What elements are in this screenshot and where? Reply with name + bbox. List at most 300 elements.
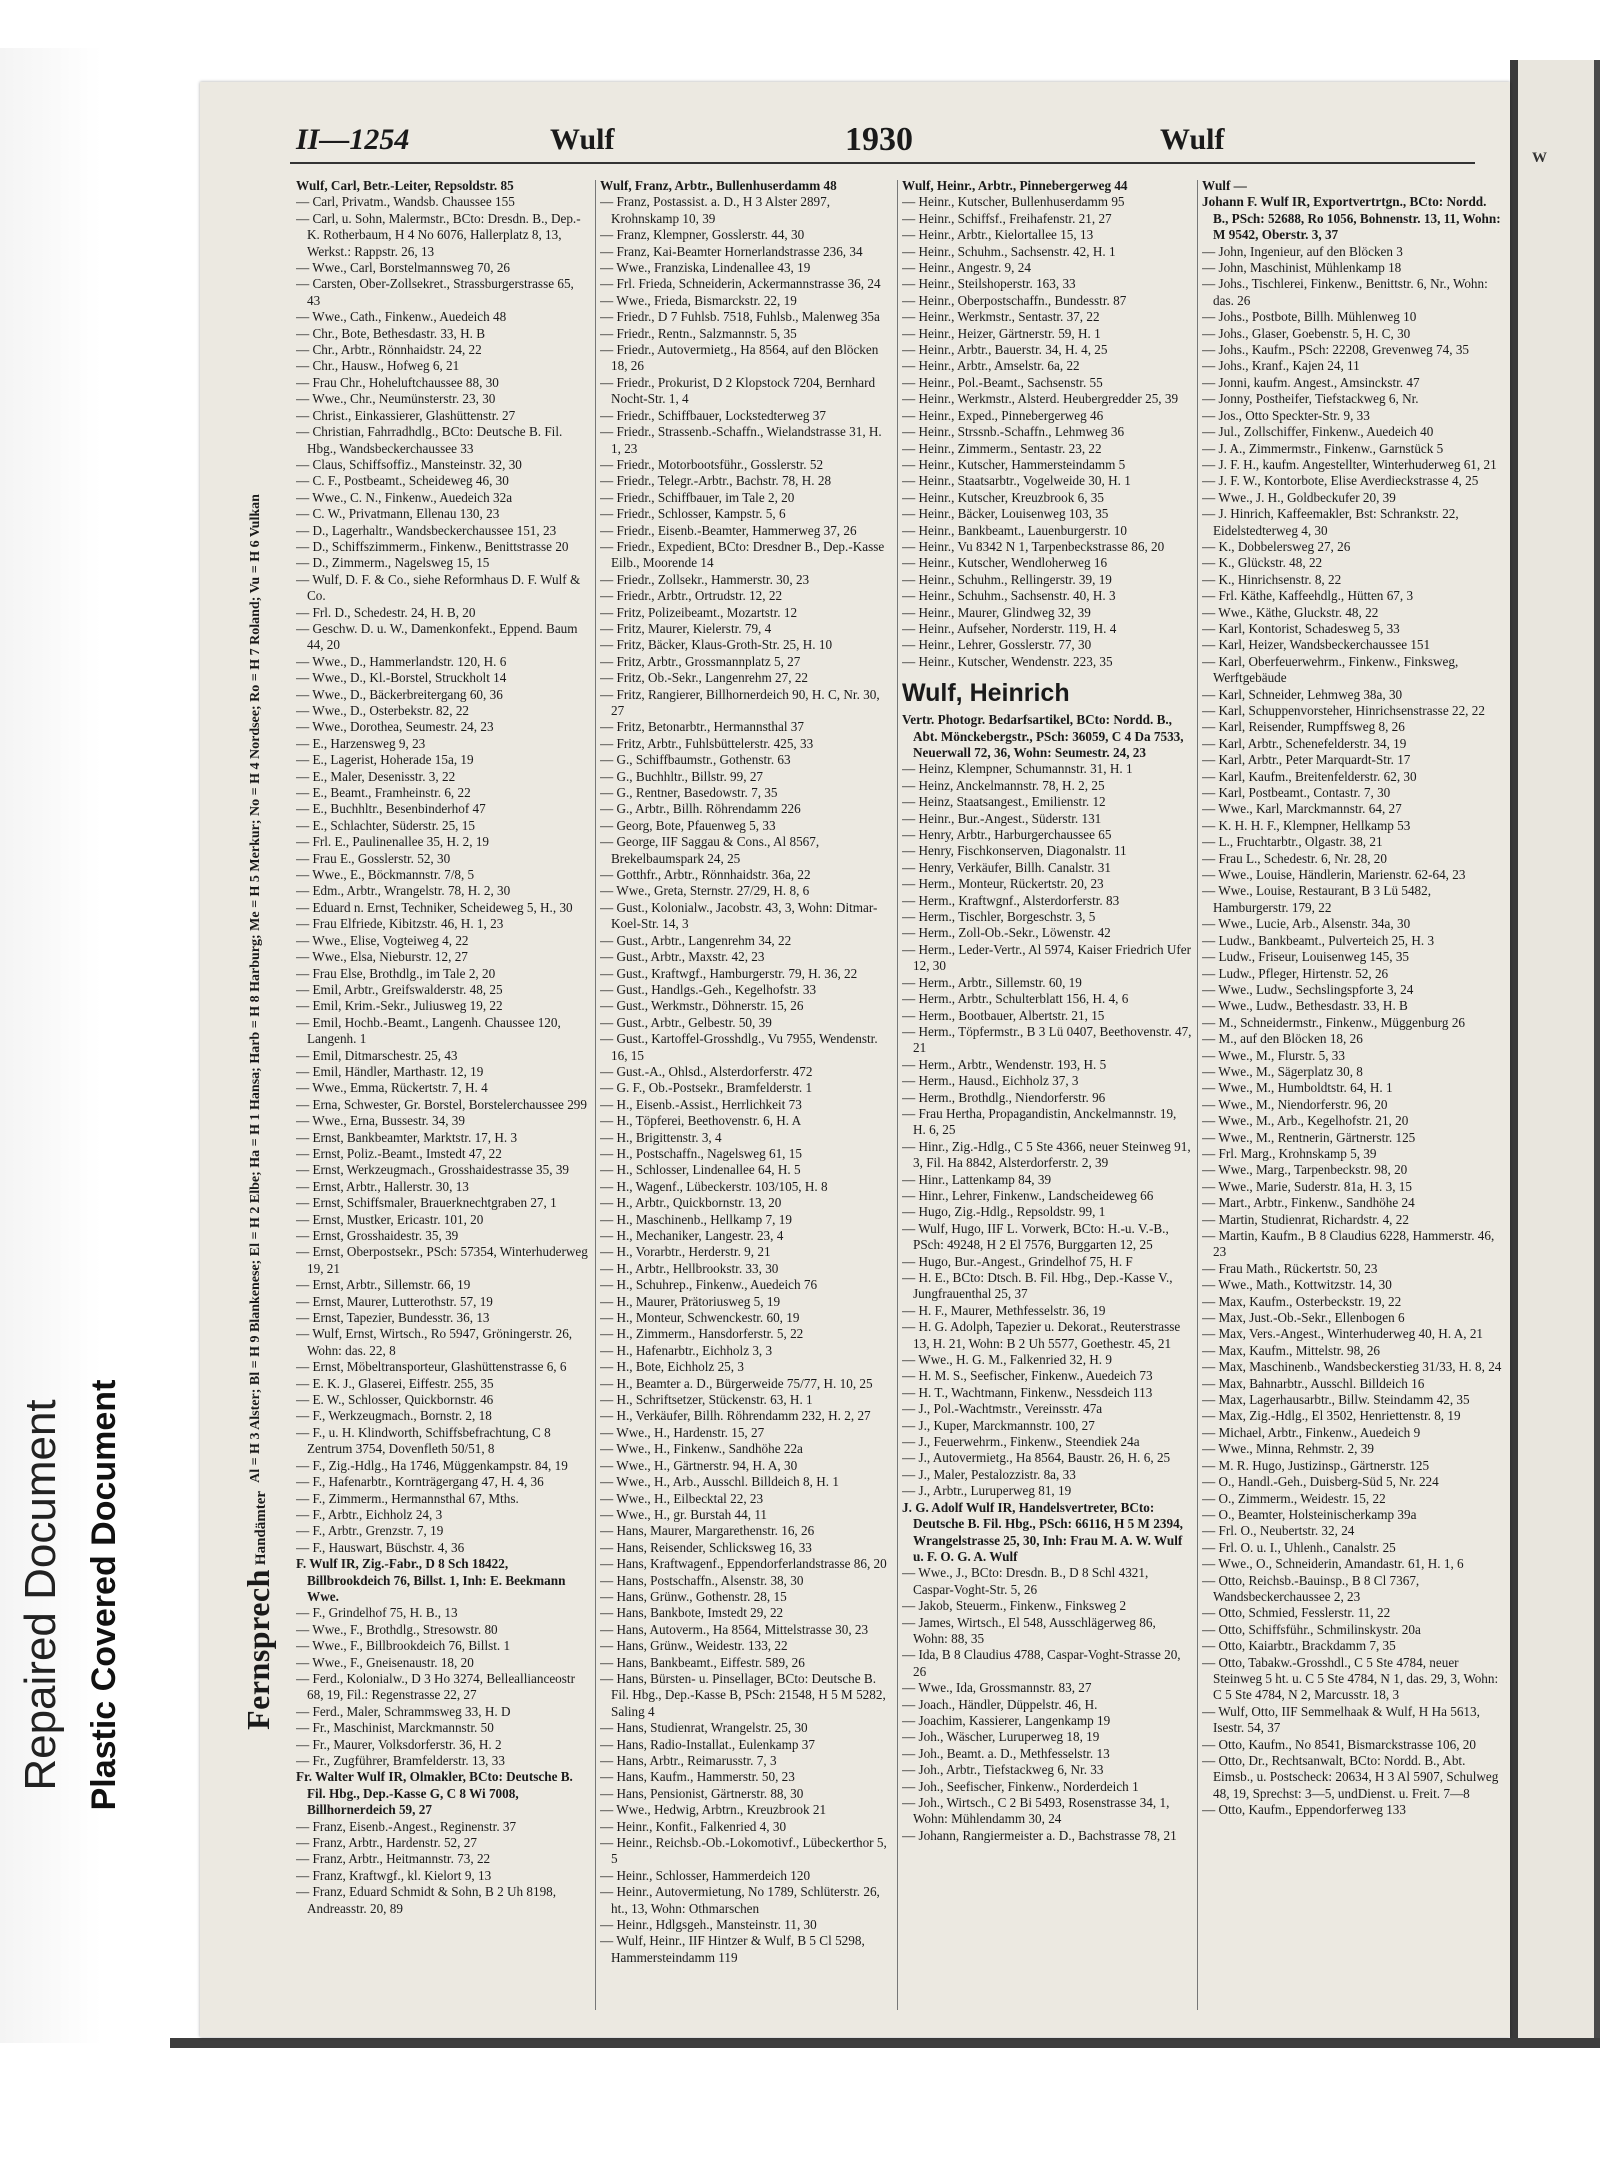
directory-entry: — E., Beamt., Framheinstr. 6, 22 xyxy=(296,785,471,801)
directory-entry: — Gust., Arbtr., Langenrehm 34, 22 xyxy=(600,932,792,948)
directory-entry: — Gust., Arbtr., Maxstr. 42, 23 xyxy=(600,949,765,965)
directory-entry: — Wwe., M., Humboldtstr. 64, H. 1 xyxy=(1202,1080,1393,1096)
directory-entry: — H., Eisenb.-Assist., Herrlichkeit 73 xyxy=(600,1096,802,1112)
directory-entry: — Friedr., Telegr.-Arbtr., Bachstr. 78, H. 28 xyxy=(600,473,832,489)
directory-entry: — Ernst, Arbtr., Hallerstr. 30, 13 xyxy=(296,1178,469,1194)
directory-entry: — K., Dobbelersweg 27, 26 xyxy=(1202,538,1351,554)
directory-entry: — Heinz, Klempner, Schumannstr. 31, H. 1 xyxy=(902,761,1133,777)
directory-entry: — Christ., Einkassierer, Glashüttenstr. 27 xyxy=(296,407,516,423)
scan-label xyxy=(16,1380,124,1811)
directory-entry: — Chr., Arbtr., Rönnhaidstr. 24, 22 xyxy=(296,342,482,358)
directory-entry: — F., Hauswart, Büschstr. 4, 36 xyxy=(296,1539,465,1555)
directory-entry: — Friedr., Arbtr., Ortrudstr. 12, 22 xyxy=(600,588,783,604)
directory-entry: — J., Pol.-Wachtmstr., Vereinsstr. 47a xyxy=(902,1401,1103,1417)
directory-column-3 xyxy=(902,178,1192,2018)
directory-entry: — H. E., BCto: Dtsch. B. Fil. Hbg., Dep.-Kasse V., Jungfrauenthal 25, 37 xyxy=(902,1270,1173,1302)
directory-entry: — D., Lagerhaltr., Wandsbeckerchaussee 151, 23 xyxy=(296,522,557,538)
directory-entry: — C. F., Postbeamt., Scheideweg 46, 30 xyxy=(296,473,509,489)
directory-entry: — Carl, Privatm., Wandsb. Chaussee 155 xyxy=(296,194,515,210)
directory-entry: — Friedr., Schlosser, Kampstr. 5, 6 xyxy=(600,506,786,522)
directory-entry: — Ernst, Werkzeugmach., Grosshaidestrasse 35, 39 xyxy=(296,1162,570,1178)
directory-entry: — Hans, Kraftwagenf., Eppendorferlandstrasse 86, 20 xyxy=(600,1556,887,1572)
directory-entry: — J. A., Zimmermstr., Finkenw., Garnstück 5 xyxy=(1202,440,1444,456)
directory-entry: — Wwe., D., Osterbekstr. 82, 22 xyxy=(296,703,470,718)
directory-entry: — Heinr., Kutscher, Kreuzbrook 6, 35 xyxy=(902,489,1104,505)
directory-entry: — J. F. W., Kontorbote, Elise Averdieckstrasse 4, 25 xyxy=(1202,473,1479,489)
directory-entry: — Heinr., Angestr. 9, 24 xyxy=(902,260,1031,276)
directory-entry: — Otto, Dr., Rechtsanwalt, BCto: Nordd. B., Abt. Eimsb., u. Postscheck: 20634, H 3 Al 5907, Schulweg 48, 19, Sprechst: 3—5, undDienst. u. Freit. 7—8 xyxy=(1202,1753,1499,1801)
directory-entry: — G., Arbtr., Billh. Röhrendamm 226 xyxy=(600,801,801,817)
directory-entry: — Wwe., H., Gärtnerstr. 94, H. A, 30 xyxy=(600,1457,798,1473)
directory-entry: — Wwe., M., Rentnerin, Gärtnerstr. 125 xyxy=(1202,1129,1416,1145)
directory-entry: — Heinr., Aufseher, Norderstr. 119, H. 4 xyxy=(902,620,1117,636)
running-head-left: Wulf xyxy=(550,123,615,156)
fernsprech-subtitle: Handämter xyxy=(253,1490,269,1566)
directory-entry: — Heinr., Pol.-Beamt., Sachsenstr. 55 xyxy=(902,374,1103,390)
directory-entry: — Wwe., H., Finkenw., Sandhöhe 22a xyxy=(600,1441,803,1457)
directory-entry: — Hans, Kaufm., Hammerstr. 50, 23 xyxy=(600,1769,795,1785)
directory-entry: — Henry, Verkäufer, Billh. Canalstr. 31 xyxy=(902,859,1111,875)
directory-entry: — Ernst, Tapezier, Bundesstr. 36, 13 xyxy=(296,1310,490,1326)
directory-entry: — Hinr., Lattenkamp 84, 39 xyxy=(902,1171,1052,1187)
running-head-right: Wulf xyxy=(1160,123,1225,156)
directory-entry: — Heinz, Anckelmannstr. 78, H. 2, 25 xyxy=(902,777,1105,793)
directory-entry: F. Wulf IR, Zig.-Fabr., D 8 Sch 18422, Billbrookdeich 76, Billst. 1, Inh: E. Beekmann Wwe. xyxy=(296,1556,566,1604)
directory-entry: — Fr., Maschinist, Marckmannstr. 50 xyxy=(296,1720,494,1736)
directory-entry: — Wwe., Math., Kottwitzstr. 14, 30 xyxy=(1202,1277,1392,1293)
directory-entry: — Friedr., Expedient, BCto: Dresdner B., Dep.-Kasse Eilb., Moorende 14 xyxy=(600,538,885,571)
directory-entry: — F., Grindelhof 75, H. B., 13 xyxy=(296,1605,458,1621)
directory-entry: — E., Schlachter, Süderstr. 25, 15 xyxy=(296,817,475,833)
directory-entry: — Ernst, Möbeltransporteur, Glashüttenstrasse 6, 6 xyxy=(296,1359,567,1375)
directory-entry: — Wwe., Greta, Sternstr. 27/29, H. 8, 6 xyxy=(600,883,810,899)
directory-entry: — Joh., Wäscher, Luruperweg 18, 19 xyxy=(902,1729,1100,1745)
directory-entry: — Heinr., Hdlgsgeh., Mansteinstr. 11, 30 xyxy=(600,1917,817,1933)
directory-entry: — Hugo, Bur.-Angest., Grindelhof 75, H. F xyxy=(902,1253,1133,1269)
directory-entry: — Wwe., F., Gneisenaustr. 18, 20 xyxy=(296,1654,474,1670)
directory-entry: — J., Feuerwehrm., Finkenw., Steendiek 24a xyxy=(902,1434,1140,1450)
directory-entry: — H., Maschinenb., Hellkamp 7, 19 xyxy=(600,1211,792,1227)
directory-entry: — Herm., Bootbauer, Albertstr. 21, 15 xyxy=(902,1007,1105,1023)
directory-entry: — Hans, Grünw., Weidestr. 133, 22 xyxy=(600,1638,788,1654)
directory-entry: — Frl. Frieda, Schneiderin, Ackermannstrasse 36, 24 xyxy=(600,276,881,292)
page-number: II—1254 xyxy=(296,123,410,156)
directory-entry: — Joachim, Kassierer, Langenkamp 19 xyxy=(902,1712,1111,1728)
directory-entry: — Heinr., Heizer, Gärtnerstr. 59, H. 1 xyxy=(902,325,1101,341)
directory-entry: — Max, Kaufm., Osterbeckstr. 19, 22 xyxy=(1202,1293,1402,1309)
directory-entry: — Heinr., Werkmstr., Sentastr. 37, 22 xyxy=(902,309,1100,325)
directory-entry: — Herm., Monteur, Rückertstr. 20, 23 xyxy=(902,876,1104,892)
directory-entry: — Joach., Händler, Düppelstr. 46, H. xyxy=(902,1696,1098,1712)
directory-entry: — Friedr., Zollsekr., Hammerstr. 30, 23 xyxy=(600,571,810,587)
directory-entry: — Johann, Rangiermeister a. D., Bachstrasse 78, 21 xyxy=(902,1827,1177,1843)
directory-entry: — Otto, Schiffsführ., Schmilinskystr. 20a xyxy=(1202,1621,1421,1637)
directory-entry: — Hans, Bankbeamt., Eiffestr. 589, 26 xyxy=(600,1654,805,1670)
directory-entry: — Chr., Hausw., Hofweg 6, 21 xyxy=(296,358,460,374)
directory-entry: — Gust., Werkmstr., Döhnerstr. 15, 26 xyxy=(600,998,804,1014)
directory-entry: — Wwe., J. H., Goldbeckufer 20, 39 xyxy=(1202,489,1396,505)
directory-entry: — H., Schuhrep., Finkenw., Auedeich 76 xyxy=(600,1277,818,1293)
directory-entry: — Franz, Klempner, Gosslerstr. 44, 30 xyxy=(600,227,805,243)
directory-entry: — Heinr., Vu 8342 N 1, Tarpenbeckstrasse 86, 20 xyxy=(902,538,1165,554)
directory-entry: — J., Arbtr., Luruperweg 81, 19 xyxy=(902,1483,1072,1499)
directory-entry: — Henry, Fischkonserven, Diagonalstr. 11 xyxy=(902,843,1127,859)
directory-entry: — Wwe., Louise, Restaurant, B 3 Lü 5482, Hamburgerstr. 179, 22 xyxy=(1202,883,1432,915)
directory-entry: — Jos., Otto Speckter-Str. 9, 33 xyxy=(1202,407,1370,423)
directory-entry: — H., Postschaffn., Nagelsweg 61, 15 xyxy=(600,1145,802,1161)
directory-entry: — Martin, Studienrat, Richardstr. 4, 22 xyxy=(1202,1211,1409,1227)
directory-entry: J. G. Adolf Wulf IR, Handelsvertreter, BCto: Deutsche B. Fil. Hbg., PSch: 66116, H 5 M 2394, Wrangelstrasse 25, 30, Inh: Frau M. A. W. Wulf u. F. O. G. A. Wulf xyxy=(902,1499,1183,1564)
directory-entry: — Heinr., Maurer, Glindweg 32, 39 xyxy=(902,604,1091,620)
directory-entry: — J., Autovermietg., Ha 8564, Baustr. 26, H. 6, 25 xyxy=(902,1450,1171,1466)
directory-entry: — O., Handl.-Geh., Duisberg-Süd 5, Nr. 224 xyxy=(1202,1474,1439,1490)
directory-entry: — G., Rentner, Basedowstr. 7, 35 xyxy=(600,785,778,801)
directory-entry: — Claus, Schiffsoffiz., Mansteinstr. 32, 30 xyxy=(296,456,522,472)
directory-entry: — Heinr., Strssnb.-Schaffn., Lehmweg 36 xyxy=(902,424,1125,440)
directory-entry: — Carl, u. Sohn, Malermstr., BCto: Dresdn. B., Dep.-K. Rotherbaum, H 4 No 6076, Hallerplatz 8, 13, Werkst.: Rappstr. 26, 13 xyxy=(296,210,581,259)
directory-entry: — Wwe., Frieda, Bismarckstr. 22, 19 xyxy=(600,292,797,308)
directory-entry: — Fritz, Rangierer, Billhornerdeich 90, H. C, Nr. 30, 27 xyxy=(600,686,880,718)
directory-entry: — E., Harzensweg 9, 23 xyxy=(296,735,426,751)
directory-entry: — Ludw., Friseur, Louisenweg 145, 35 xyxy=(1202,949,1410,965)
directory-entry: — Otto, Kaufm., No 8541, Bismarckstrasse 106, 20 xyxy=(1202,1736,1476,1752)
directory-entry: — Max, Vers.-Angest., Winterhuderweg 40, H. A, 21 xyxy=(1202,1326,1484,1342)
directory-entry: — H. F., Maurer, Methfesselstr. 36, 19 xyxy=(902,1302,1106,1318)
directory-entry: — Karl, Heizer, Wandsbeckerchaussee 151 xyxy=(1202,637,1431,653)
page-header xyxy=(200,118,1510,170)
directory-entry: — Chr., Bote, Bethesdastr. 33, H. B xyxy=(296,325,486,341)
directory-entry: Vertr. Photogr. Bedarfsartikel, BCto: Nordd. B., Abt. Mönckebergstr., PSch: 36059, C 4 Da 7533, Neuerwall 72, 36, Wohn: Seumestr. 24, 23 xyxy=(902,712,1184,760)
directory-entry: — Frl. D., Schedestr. 24, H. B, 20 xyxy=(296,604,476,620)
directory-entry: — H., Hafenarbtr., Eichholz 3, 3 xyxy=(600,1342,773,1358)
directory-entry: — Herm., Zoll-Ob.-Sekr., Löwenstr. 42 xyxy=(902,925,1111,941)
directory-entry: — Frau L., Schedestr. 6, Nr. 28, 20 xyxy=(1202,850,1387,866)
directory-entry: — James, Wirtsch., El 548, Ausschlägerweg 86, Wohn: 88, 35 xyxy=(902,1614,1156,1646)
directory-entry: — E. W., Schlosser, Quickbornstr. 46 xyxy=(296,1392,494,1408)
directory-entry: — Frl. E., Paulinenallee 35, H. 2, 19 xyxy=(296,834,490,850)
directory-entry: — John, Ingenieur, auf den Blöcken 3 xyxy=(1202,243,1403,259)
directory-entry: — Hinr., Lehrer, Finkenw., Landscheideweg 66 xyxy=(902,1187,1154,1203)
directory-entry: — Wulf, Heinr., IIF Hintzer & Wulf, B 5 Cl 5298, Hammersteindamm 119 xyxy=(600,1933,865,1965)
directory-entry: — Heinr., Bur.-Angest., Süderstr. 131 xyxy=(902,810,1102,826)
directory-entry: — Franz, Arbtr., Hardenstr. 52, 27 xyxy=(296,1835,477,1851)
directory-entry: — Wwe., Chr., Neumünsterstr. 23, 30 xyxy=(296,391,496,407)
directory-entry: — Emil, Arbtr., Greifswalderstr. 48, 25 xyxy=(296,981,503,997)
directory-entry: — Fritz, Arbtr., Fuhlsbüttelerstr. 425, 33 xyxy=(600,735,814,751)
directory-entry: — Joh., Beamt. a. D., Methfesselstr. 13 xyxy=(902,1745,1110,1761)
directory-entry: — F., Hafenarbtr., Kornträgergang 47, H. 4, 36 xyxy=(296,1474,544,1490)
directory-entry: — L., Fruchtarbtr., Olgastr. 38, 21 xyxy=(1202,834,1383,850)
directory-entry: — Heinr., Kutscher, Bullenhuserdamm 95 xyxy=(902,194,1125,210)
directory-entry: — Heinr., Kutscher, Hammersteindamm 5 xyxy=(902,456,1126,472)
directory-entry: — Max, Zig.-Hdlg., El 3502, Henriettenstr. 8, 19 xyxy=(1202,1408,1461,1424)
directory-entry: — John, Maschinist, Mühlenkamp 18 xyxy=(1202,260,1402,276)
directory-entry: — G., Schiffbaumstr., Gothenstr. 63 xyxy=(600,752,791,768)
directory-entry: — D., Zimmerm., Nagelsweg 15, 15 xyxy=(296,555,490,571)
directory-entry: — Wwe., M., Flurstr. 5, 33 xyxy=(1202,1047,1345,1063)
fernsprech-legend xyxy=(240,494,276,1730)
directory-entry: — Wwe., Elise, Vogteiweg 4, 22 xyxy=(296,932,469,948)
directory-entry: — H., Töpferei, Beethovenstr. 6, H. A xyxy=(600,1113,802,1129)
directory-entry: — Wwe., H., Eilbecktal 22, 23 xyxy=(600,1490,764,1506)
directory-entry: — Johs., Postbote, Billh. Mühlenweg 10 xyxy=(1202,309,1417,325)
directory-entry: — Friedr., Motorbootsführ., Gosslerstr. 52 xyxy=(600,456,824,472)
directory-entry: — Karl, Kontorist, Schadesweg 5, 33 xyxy=(1202,620,1400,636)
column-divider xyxy=(1197,180,1198,2010)
directory-entry: — Karl, Schuppenvorsteher, Hinrichsenstrasse 22, 22 xyxy=(1202,703,1485,718)
directory-entry: — Heinr., Bäcker, Louisenweg 103, 35 xyxy=(902,506,1109,522)
directory-entry: — H., Mechaniker, Langestr. 23, 4 xyxy=(600,1228,784,1243)
directory-entry: — Wulf, Otto, IIF Semmelhaak & Wulf, H Ha 5613, Isestr. 54, 37 xyxy=(1202,1703,1480,1736)
directory-entry: — Hans, Reisender, Schlicksweg 16, 33 xyxy=(600,1539,812,1555)
fernsprech-exchange-codes: Al = H 3 Alster; Bl = H 9 Blankenese; El = H 2 Elbe; Ha = H 1 Hansa; Harb = H 8 Harburg; Me = H 5 Merkur; No = H 4 Nordsee; Ro = H 7 Roland; Vu = H 6 Vulkan xyxy=(248,494,263,1483)
directory-entry: — Otto, Kaiarbtr., Brackdamm 7, 35 xyxy=(1202,1638,1396,1654)
directory-entry: — Jonni, kaufm. Angest., Amsinckstr. 47 xyxy=(1202,374,1420,390)
directory-entry: — Karl, Reisender, Rumpffsweg 8, 26 xyxy=(1202,719,1405,735)
directory-entry: — Heinr., Kutscher, Wendloherweg 16 xyxy=(902,555,1108,571)
directory-entry: — Wwe., H., Hardenstr. 15, 27 xyxy=(600,1424,765,1440)
directory-entry: — H., Zimmerm., Hansdorferstr. 5, 22 xyxy=(600,1326,804,1342)
directory-entry: — Frl. Käthe, Kaffeehdlg., Hütten 67, 3 xyxy=(1202,588,1414,604)
directory-entry: — Eduard n. Ernst, Techniker, Scheideweg 5, H., 30 xyxy=(296,899,573,915)
directory-entry: — Wwe., Franziska, Lindenallee 43, 19 xyxy=(600,260,811,276)
directory-entry: — Ludw., Pfleger, Hirtenstr. 52, 26 xyxy=(1202,965,1389,981)
directory-entry: — Hans, Arbtr., Reimarusstr. 7, 3 xyxy=(600,1753,777,1768)
directory-entry: — H., Schlosser, Lindenallee 64, H. 5 xyxy=(600,1162,801,1178)
fernsprech-title: Fernsprech xyxy=(240,1569,276,1730)
directory-entry: — Wwe., Ludw., Bethesdastr. 33, H. B xyxy=(1202,998,1408,1014)
directory-entry: — Otto, Kaufm., Eppendorferweg 133 xyxy=(1202,1802,1406,1818)
directory-entry: — M. R. Hugo, Justizinsp., Gärtnerstr. 125 xyxy=(1202,1457,1430,1473)
directory-entry: — E., Buchhltr., Besenbinderhof 47 xyxy=(296,801,486,817)
directory-entry: — Gotthfr., Arbtr., Rönnhaidstr. 36a, 22 xyxy=(600,867,811,883)
directory-entry: — F., Arbtr., Eichholz 24, 3 xyxy=(296,1506,443,1522)
directory-entry: — Ferd., Kolonialw., D 3 Ho 3274, Belleallianceostr 68, 19, Fil.: Regenstrasse 22, 27 xyxy=(296,1670,575,1703)
directory-entry: — Franz, Arbtr., Heitmannstr. 73, 22 xyxy=(296,1851,491,1867)
directory-entry: — Otto, Tabakw.-Grosshdl., C 5 Ste 4784, neuer Steinweg 5 ht. u. C 5 Ste 4784, N 1, das. 29, 3, Wohn: C 5 Ste 4784, N 2, Marcusstr. 18, 3 xyxy=(1202,1654,1499,1703)
directory-entry: — Jakob, Steuerm., Finkenw., Finksweg 2 xyxy=(902,1598,1127,1614)
directory-entry: Johann F. Wulf IR, Exportvertrtgn., BCto: Nordd. B., PSch: 52688, Ro 1056, Bohnenstr. 13, 11, Wohn: M 9542, Oberstr. 3, 37 xyxy=(1202,194,1501,243)
directory-entry: — E., Maler, Desenisstr. 3, 22 xyxy=(296,768,456,784)
directory-entry: — Gust.-A., Ohlsd., Alsterdorferstr. 472 xyxy=(600,1063,813,1079)
directory-entry: — Karl, Arbtr., Schenefelderstr. 34, 19 xyxy=(1202,735,1407,751)
directory-entry: — O., Zimmerm., Weidestr. 15, 22 xyxy=(1202,1490,1386,1506)
directory-entry: — Wwe., E., Böckmannstr. 7/8, 5 xyxy=(296,867,475,883)
directory-entry: — Fritz, Arbtr., Grossmannplatz 5, 27 xyxy=(600,653,801,669)
directory-entry: — Max, Just.-Ob.-Sekr., Ellenbogen 6 xyxy=(1202,1310,1405,1326)
directory-entry: — Wwe., M., Sägerplatz 30, 8 xyxy=(1202,1063,1363,1079)
next-page-edge xyxy=(1510,60,1600,2045)
directory-entry: — Wwe., Dorothea, Seumestr. 24, 23 xyxy=(296,719,494,735)
directory-entry: — Hans, Maurer, Margarethenstr. 16, 26 xyxy=(600,1523,815,1539)
directory-entry: — Frl. O. u. I., Uhlenh., Canalstr. 25 xyxy=(1202,1539,1396,1555)
directory-entry: — Fr., Maurer, Volksdorferstr. 36, H. 2 xyxy=(296,1736,502,1752)
directory-entry: — Fritz, Ob.-Sekr., Langenrehm 27, 22 xyxy=(600,670,809,686)
directory-entry: — Henry, Arbtr., Harburgerchaussee 65 xyxy=(902,827,1112,843)
directory-entry: — Wwe., M., Niendorferstr. 96, 20 xyxy=(1202,1096,1388,1112)
directory-entry: — Heinr., Lehrer, Gosslerstr. 77, 30 xyxy=(902,637,1092,653)
directory-entry: — Frau Else, Brothdlg., im Tale 2, 20 xyxy=(296,965,496,981)
directory-entry: — Hans, Postschaffn., Alsenstr. 38, 30 xyxy=(600,1572,804,1588)
directory-entry: — K., Glückstr. 48, 22 xyxy=(1202,555,1323,571)
directory-entry: — Heinr., Arbtr., Kielortallee 15, 13 xyxy=(902,227,1094,243)
directory-entry: — H. M. S., Seefischer, Finkenw., Auedeich 73 xyxy=(902,1368,1153,1384)
directory-entry: — Max, Kaufm., Mittelstr. 98, 26 xyxy=(1202,1342,1381,1358)
directory-entry: — Ernst, Bankbeamter, Marktstr. 17, H. 3 xyxy=(296,1129,518,1145)
directory-entry: — Heinr., Schlosser, Hammerdeich 120 xyxy=(600,1867,811,1883)
directory-entry: — Friedr., Eisenb.-Beamter, Hammerweg 37, 26 xyxy=(600,522,857,538)
directory-entry: — Karl, Kaufm., Breitenfelderstr. 62, 30 xyxy=(1202,768,1417,784)
scan-label-line2: Plastic Covered Document xyxy=(85,1379,123,1811)
directory-entry: — F., Zig.-Hdlg., Ha 1746, Müggenkampstr. 84, 19 xyxy=(296,1457,568,1473)
directory-entry: — Wwe., Käthe, Gluckstr. 48, 22 xyxy=(1202,604,1379,620)
directory-entry: — Herm., Kraftwgnf., Alsterdorferstr. 83 xyxy=(902,892,1120,908)
directory-entry: — Heinr., Zimmerm., Sentastr. 23, 22 xyxy=(902,440,1102,456)
directory-entry: — Ernst, Mustker, Ericastr. 101, 20 xyxy=(296,1211,484,1227)
directory-entry: — J., Kuper, Marckmannstr. 100, 27 xyxy=(902,1417,1095,1433)
directory-entry: — Gust., Kartoffel-Grosshdlg., Vu 7955, Wendenstr. 16, 15 xyxy=(600,1031,878,1063)
directory-entry: — Friedr., Schiffbauer, Lockstedterweg 37 xyxy=(600,407,826,423)
directory-entry: Wulf, Carl, Betr.-Leiter, Repsoldstr. 85 xyxy=(296,178,514,193)
directory-entry: — Ferd., Maler, Schrammsweg 33, H. D xyxy=(296,1703,511,1719)
directory-entry: — Frl. Marg., Krohnskamp 5, 39 xyxy=(1202,1145,1377,1161)
directory-entry: — Max, Maschinenb., Wandsbeckerstieg 31/33, H. 8, 24 xyxy=(1202,1359,1502,1375)
directory-entry: — Fritz, Betonarbtr., Hermannsthal 37 xyxy=(600,719,804,735)
directory-entry: — Wwe., D., Bäckerbreitergang 60, 36 xyxy=(296,686,503,702)
directory-entry: — Wwe., Marg., Tarpenbeckstr. 98, 20 xyxy=(1202,1162,1408,1178)
fernsprech-strip xyxy=(226,192,290,2032)
directory-entry: — H., Verkäufer, Billh. Röhrendamm 232, H. 2, 27 xyxy=(600,1408,871,1424)
directory-entry: — Wwe., Erna, Bussestr. 34, 39 xyxy=(296,1113,465,1129)
directory-entry: — Ernst, Poliz.-Beamt., Imstedt 47, 22 xyxy=(296,1145,502,1161)
directory-entry: — Ida, B 8 Claudius 4788, Caspar-Voght-Strasse 20, 26 xyxy=(902,1647,1181,1679)
directory-entry: — Herm., Arbtr., Sillemstr. 60, 19 xyxy=(902,974,1082,990)
directory-entry: — Franz, Kai-Beamter Hornerlandstrasse 236, 34 xyxy=(600,243,863,259)
directory-entry: — Friedr., Schiffbauer, im Tale 2, 20 xyxy=(600,489,795,505)
column-divider xyxy=(897,180,898,2010)
directory-entry: — Christian, Fahrradhdlg., BCto: Deutsche B. Fil. Hbg., Wandsbeckerchaussee 33 xyxy=(296,424,563,456)
directory-entry: — F., Arbtr., Grenzstr. 7, 19 xyxy=(296,1523,444,1539)
directory-entry: — Fritz, Bäcker, Klaus-Groth-Str. 25, H. 10 xyxy=(600,637,833,653)
directory-entry: — K. H. H. F., Klempner, Hellkamp 53 xyxy=(1202,817,1411,833)
directory-entry: — F., Werkzeugmach., Bornstr. 2, 18 xyxy=(296,1408,492,1424)
directory-entry: — Wwe., H., gr. Burstah 44, 11 xyxy=(600,1506,768,1522)
directory-entry: — Hans, Autoverm., Ha 8564, Mittelstrasse 30, 23 xyxy=(600,1621,869,1637)
directory-entry: — Wwe., Elsa, Nieburstr. 12, 27 xyxy=(296,949,468,965)
directory-entry: — Fritz, Maurer, Kielerstr. 79, 4 xyxy=(600,620,772,636)
directory-entry: — Wwe., F., Brothdlg., Stresowstr. 80 xyxy=(296,1621,498,1637)
directory-entry: — F., Zimmerm., Hermannsthal 67, Mths. xyxy=(296,1490,519,1506)
directory-entry: — Hans, Bankbote, Imstedt 29, 22 xyxy=(600,1605,784,1621)
directory-entry: — Ernst, Grosshaidestr. 35, 39 xyxy=(296,1228,459,1243)
directory-entry: — Wwe., Ludw., Sechslingspforte 3, 24 xyxy=(1202,981,1414,997)
directory-entry: — Hans, Bürsten- u. Pinsellager, BCto: Deutsche B. Fil. Hbg., Dep.-Kasse B, PSch: 21548, H 5 M 5282, Saling 4 xyxy=(600,1670,886,1719)
directory-entry: Wulf — xyxy=(1202,178,1247,193)
directory-entry: — Ludw., Bankbeamt., Pulverteich 25, H. 3 xyxy=(1202,932,1435,948)
directory-entry: — George, IIF Saggau & Cons., Al 8567, Brekelbaumspark 24, 25 xyxy=(600,834,820,866)
directory-entry: — Geschw. D. u. W., Damenkonfekt., Eppend. Baum 44, 20 xyxy=(296,620,578,653)
directory-entry: — Heinr., Reichsb.-Ob.-Lokomotivf., Lübeckerthor 5, 5 xyxy=(600,1835,887,1867)
directory-entry: Wulf, Heinr., Arbtr., Pinnebergerweg 44 xyxy=(902,178,1128,193)
directory-entry: — J. Hinrich, Kaffeemakler, Bst: Schrankstr. 22, Eidelstedterweg 4, 30 xyxy=(1202,506,1459,538)
directory-entry: — Joh., Seefischer, Finkenw., Norderdeich 1 xyxy=(902,1778,1139,1794)
directory-entry: — G. F., Ob.-Postsekr., Bramfelderstr. 1 xyxy=(600,1080,813,1096)
directory-entry: — Johs., Kaufm., PSch: 22208, Grevenweg 74, 35 xyxy=(1202,342,1470,358)
directory-entry: — Ernst, Schiffsmaler, Brauerknechtgraben 27, 1 xyxy=(296,1195,557,1211)
directory-entry: — Wwe., J., BCto: Dresdn. B., D 8 Schl 4321, Caspar-Voght-Str. 5, 26 xyxy=(902,1565,1149,1597)
directory-entry: — Mart., Arbtr., Finkenw., Sandhöhe 24 xyxy=(1202,1195,1415,1211)
directory-entry: Wulf, Franz, Arbtr., Bullenhuserdamm 48 xyxy=(600,178,837,193)
directory-entry: — Wwe., F., Billbrookdeich 76, Billst. 1 xyxy=(296,1638,511,1654)
directory-entry: — Wwe., D., Hammerlandstr. 120, H. 6 xyxy=(296,653,507,669)
directory-entry: — Franz, Postassist. a. D., H 3 Alster 2897, Krohnskamp 10, 39 xyxy=(600,194,831,226)
directory-entry: — H., Bote, Eichholz 25, 3 xyxy=(600,1359,744,1375)
directory-entry: — Heinr., Steilshoperstr. 163, 33 xyxy=(902,276,1076,292)
directory-entry: — Georg, Bote, Pfauenweg 5, 33 xyxy=(600,817,776,833)
directory-entry: — Hans, Grünw., Gothenstr. 28, 15 xyxy=(600,1588,787,1604)
directory-entry: — Wulf, Hugo, IIF L. Vorwerk, BCto: H.-u. V.-B., PSch: 49248, H 2 El 7576, Burggarten 12, 25 xyxy=(902,1220,1169,1253)
directory-entry: — Joh., Arbtr., Tiefstackweg 6, Nr. 33 xyxy=(902,1762,1104,1778)
directory-entry: — Frau Math., Rückertstr. 50, 23 xyxy=(1202,1260,1378,1276)
directory-entry: — H. T., Wachtmann, Finkenw., Nessdeich 113 xyxy=(902,1384,1153,1400)
directory-entry: — Friedr., D 7 Fuhlsb. 7518, Fuhlsb., Malenweg 35a xyxy=(600,309,880,325)
directory-entry: — Frau Elfriede, Kibitzstr. 46, H. 1, 23 xyxy=(296,916,504,932)
directory-entry: — H., Schriftsetzer, Stückenstr. 63, H. 1 xyxy=(600,1392,813,1408)
scan-label-line1: Repaired Document xyxy=(16,1399,65,1791)
directory-entry: — Heinr., Werkmstr., Alsterd. Heubergredder 25, 39 xyxy=(902,391,1179,407)
directory-entry: — Karl, Oberfeuerwehrm., Finkenw., Finksweg, Werftgebäude xyxy=(1202,653,1459,686)
directory-entry: — Emil, Hochb.-Beamt., Langenh. Chaussee 120, Langenh. 1 xyxy=(296,1014,561,1047)
directory-entry: — Wulf, D. F. & Co., siehe Reformhaus D. F. Wulf & Co. xyxy=(296,571,581,604)
directory-entry: — Heinr., Staatsarbtr., Vogelweide 30, H. 1 xyxy=(902,473,1131,489)
directory-entry: — Gust., Kolonialw., Jacobstr. 43, 3, Wohn: Ditmar-Koel-Str. 14, 3 xyxy=(600,899,878,932)
directory-entry: — Emil, Ditmarschestr. 25, 43 xyxy=(296,1047,458,1063)
directory-entry: — H., Brigittenstr. 3, 4 xyxy=(600,1129,722,1145)
directory-entry: — Heinz, Staatsangest., Emilienstr. 12 xyxy=(902,794,1106,810)
directory-entry: — Wwe., Carl, Borstelmannsweg 70, 26 xyxy=(296,260,511,276)
directory-entry: — Carsten, Ober-Zollsekret., Strassburgerstrasse 65, 43 xyxy=(296,276,574,308)
directory-entry: — Jul., Zollschiffer, Finkenw., Auedeich 40 xyxy=(1202,424,1434,440)
directory-entry: — Heinr., Konfit., Falkenried 4, 30 xyxy=(600,1818,787,1834)
next-page-edge-text: W xyxy=(1532,150,1547,166)
directory-entry: — Wwe., Marie, Suderstr. 81a, H. 3, 15 xyxy=(1202,1178,1412,1194)
directory-entry: — Wwe., Karl, Marckmannstr. 64, 27 xyxy=(1202,801,1402,817)
directory-entry: — Herm., Leder-Vertr., Al 5974, Kaiser Friedrich Ufer 12, 30 xyxy=(902,941,1192,974)
directory-entry: — Fritz, Polizeibeamt., Mozartstr. 12 xyxy=(600,604,798,620)
directory-entry: — Wwe., Cath., Finkenw., Auedeich 48 xyxy=(296,309,507,325)
directory-entry: — F., u. H. Klindworth, Schiffsbefrachtung, C 8 Zentrum 3754, Dovenfleth 50/51, 8 xyxy=(296,1424,551,1457)
directory-entry: — Heinr., Schuhm., Rellingerstr. 39, 19 xyxy=(902,571,1112,587)
directory-entry: — Wwe., Louise, Händlerin, Marienstr. 62-64, 23 xyxy=(1202,867,1466,883)
directory-entry: — Frau Hertha, Propagandistin, Anckelmannstr. 19, H. 6, 25 xyxy=(902,1105,1177,1138)
directory-entry: — H., Arbtr., Hellbrookstr. 33, 30 xyxy=(600,1260,779,1276)
directory-entry: — Johs., Kranf., Kajen 24, 11 xyxy=(1202,358,1360,374)
directory-entry: — M., auf den Blöcken 18, 26 xyxy=(1202,1031,1363,1047)
directory-entry: — Ernst, Arbtr., Sillemstr. 66, 19 xyxy=(296,1277,471,1293)
directory-entry: — Friedr., Rentn., Salzmannstr. 5, 35 xyxy=(600,325,797,341)
directory-entry: — Heinr., Exped., Pinnebergerweg 46 xyxy=(902,407,1104,423)
directory-entry: — Erna, Schwester, Gr. Borstel, Borstelerchaussee 299 xyxy=(296,1096,587,1112)
directory-entry: — Friedr., Autovermietg., Ha 8564, auf den Blöcken 18, 26 xyxy=(600,342,879,374)
directory-entry: — Joh., Wirtsch., C 2 Bi 5493, Rosenstrasse 34, 1, Wohn: Mühlendamm 30, 24 xyxy=(902,1795,1170,1827)
directory-entry: — Herm., Töpfermstr., B 3 Lü 0407, Beethovenstr. 47, 21 xyxy=(902,1023,1192,1056)
directory-entry: — Heinr., Arbtr., Bauerstr. 34, H. 4, 25 xyxy=(902,342,1108,358)
directory-entry: — E., Lagerist, Hoherade 15a, 19 xyxy=(296,752,474,768)
directory-entry: — Edm., Arbtr., Wrangelstr. 78, H. 2, 30 xyxy=(296,883,511,899)
directory-entry: — Herm., Hausd., Eichholz 37, 3 xyxy=(902,1073,1079,1089)
header-rule xyxy=(290,162,1475,164)
directory-entry: — Fr., Zugführer, Bramfelderstr. 13, 33 xyxy=(296,1753,505,1768)
